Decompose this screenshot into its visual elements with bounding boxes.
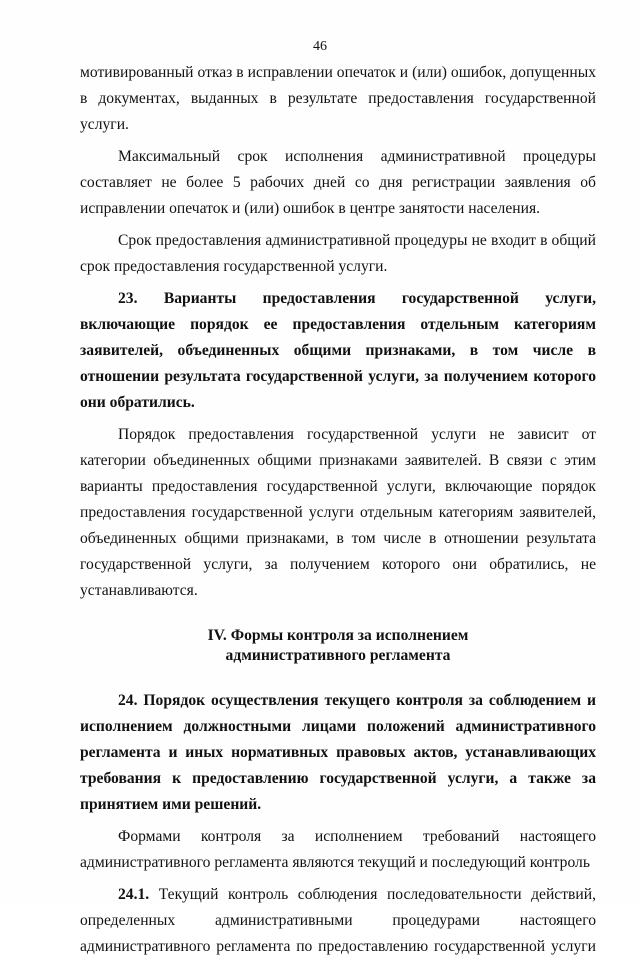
chapter-4-heading-line-2: административного регламента: [225, 647, 451, 664]
section-24-title: 24. Порядок осуществления текущего контроля за соблюдением и исполнением должностными лицами положений административного регламента и иных нормативных правовых актов, устанавливающих требования к предоставлению государственной услуги, а также за принятием ими решений.: [80, 692, 596, 813]
section-23-title: 23. Варианты предоставления государственной услуги, включающие порядок ее предоставления отдельным категориям заявителей, объединенных общими признаками, в том числе в отношении результата государственной услуги, за получением которого они обратились.: [80, 290, 596, 411]
paragraph-refusal: мотивированный отказ в исправлении опечаток и (или) ошибок, допущенных в документах, выданных в результате предоставления государственной услуги.: [80, 64, 596, 133]
page-number: 46: [313, 39, 327, 54]
paragraph-term-exclusion: Срок предоставления административной процедуры не входит в общий срок предоставления государственной услуги.: [80, 232, 596, 275]
paragraph-max-term: Максимальный срок исполнения административной процедуры составляет не более 5 рабочих дней со дня регистрации заявления об исправлении опечаток и (или) ошибок в центре занятости населения.: [80, 148, 596, 217]
page-content: [80, 60, 596, 960]
section-23-body: Порядок предоставления государственной услуги не зависит от категории объединенных общими признаками заявителей. В связи с этим варианты предоставления государственной услуги, включающие порядок предоставления государственной услуги отдельным категориям заявителей, объединенных общими признаками, в том числе в отношении результата государственной услуги, за получением которого они обратились, не устанавливаются.: [80, 426, 596, 599]
section-24-1-number: 24.1.: [118, 886, 150, 903]
chapter-4-heading-line-1: IV. Формы контроля за исполнением: [207, 627, 469, 644]
chapter-4-heading: [80, 626, 596, 666]
section-24-1-text: Текущий контроль соблюдения последовательности действий, определенных административными процедурами настоящего административного регламента по предоставлению государственной услуги: [80, 886, 596, 955]
section-24-body: Формами контроля за исполнением требований настоящего административного регламента являются текущий и последующий контроль: [80, 828, 596, 871]
section-24-1-paragraph: [80, 882, 596, 960]
